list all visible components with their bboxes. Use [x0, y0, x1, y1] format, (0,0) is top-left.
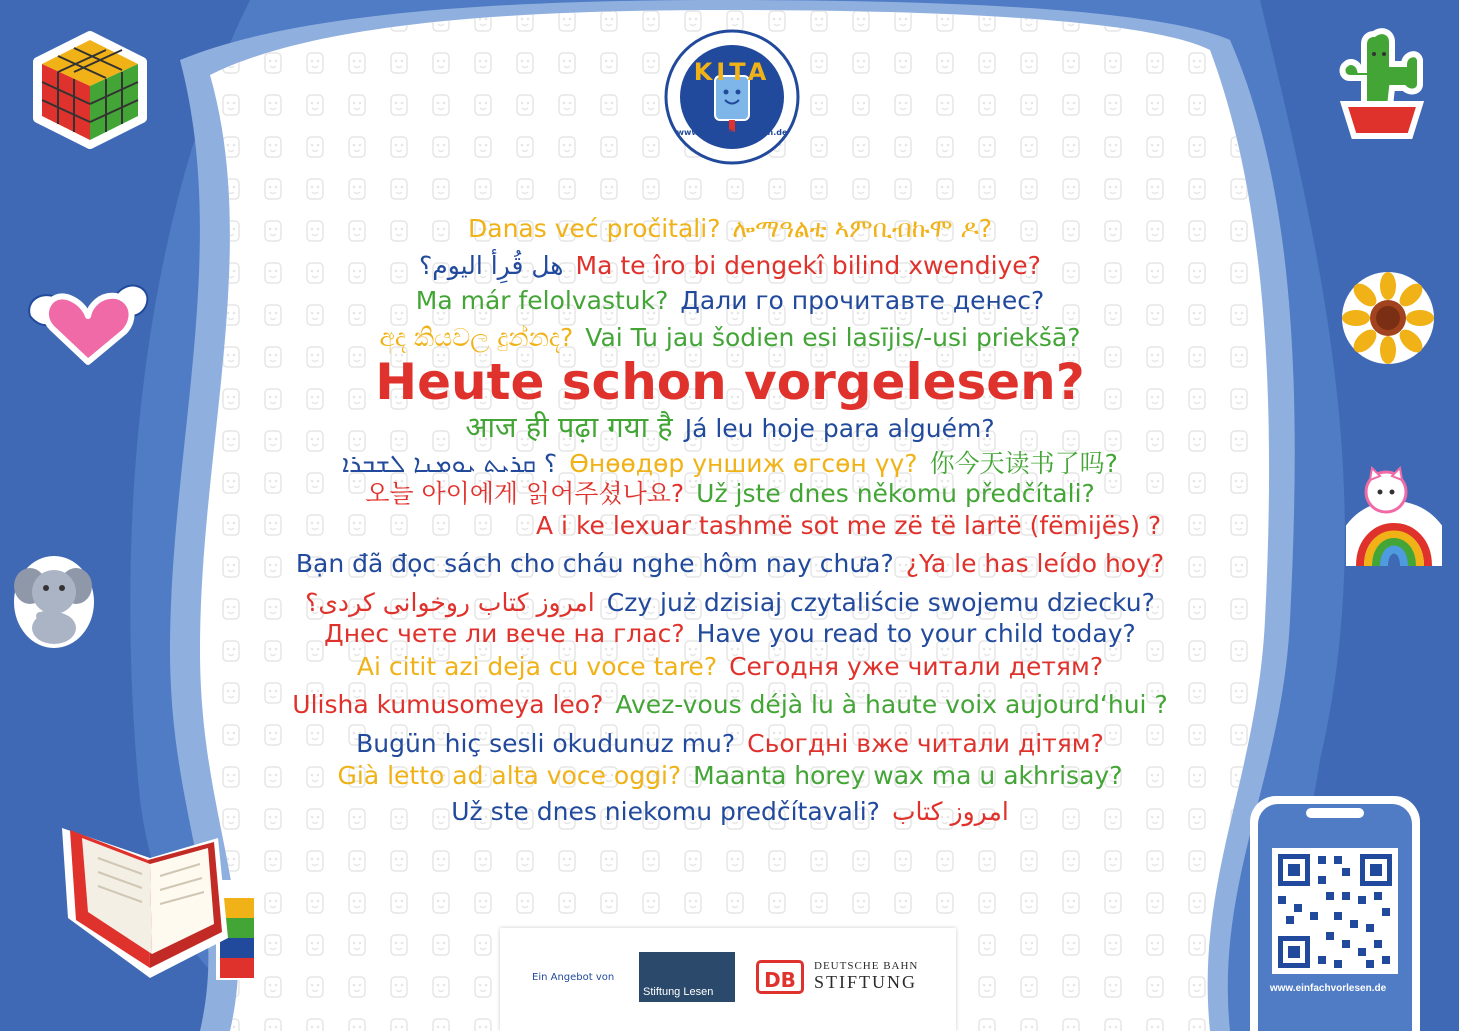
phrase: Днес чете ли вече на глас?: [324, 619, 685, 648]
stiftung-lesen-label: Stiftung Lesen: [643, 986, 714, 998]
phrase: Ma te îro bi dengekî bilind xwendiye?: [575, 251, 1041, 280]
sunflower-icon: [1340, 270, 1436, 366]
phrase: आज ही पढ़ा गया है: [465, 410, 673, 444]
phrase: Ai citit azi deja cu voce tare?: [356, 652, 718, 681]
phrase-line-14: [150, 690, 1310, 720]
phrase: Have you read to your child today?: [696, 619, 1136, 648]
winged-heart-icon: [22, 276, 154, 368]
phrase: ¿Ya le has leído hoy?: [905, 549, 1165, 578]
phrase: Už ste dnes niekomu predčítavali?: [451, 797, 880, 826]
phrase-line-13: [150, 652, 1310, 682]
phrase-line-7: [150, 449, 1310, 479]
phrase: Bạn đã đọc sách cho cháu nghe hôm nay chưa?: [295, 549, 894, 578]
phrase: Bugün hiç sesli okudunuz mu?: [356, 729, 736, 758]
phrase-line-3: [150, 286, 1310, 316]
phrase: A i ke lexuar tashmë sot me zë të lartë (fëmijës) ?: [536, 511, 1162, 540]
phrase: Já leu hoje para alguém?: [684, 414, 995, 443]
db-stiftung-name: [814, 960, 918, 993]
db-logo: DB: [756, 960, 804, 994]
phrase: ؟ ܩܪܝܬ ܝܘܡܢܐ ܠܫܒܪܐ: [342, 449, 558, 478]
sponsor-box: [500, 928, 956, 1031]
elephant-icon: [10, 552, 96, 652]
phrase-line-4: [150, 323, 1310, 353]
phrase-line-6: [150, 412, 1310, 444]
phrase-line-17: [150, 797, 1310, 827]
phrase: هل قُرِأ اليوم؟: [419, 251, 564, 280]
phrase: Дали го прочитавте денес?: [680, 286, 1045, 315]
phrase: අද කියවල දුන්නද?: [379, 323, 574, 352]
phrase-line-2: [150, 251, 1310, 281]
offer-label: Ein Angebot von: [532, 972, 615, 983]
phrase: 오늘 아이에게 읽어주셨나요?: [365, 479, 685, 508]
rubiks-cube-icon: [28, 28, 152, 152]
phrase: Czy już dzisiaj czytaliście swojemu dziecku?: [606, 588, 1155, 617]
phrase: Danas već pročitali?: [468, 214, 721, 243]
db-name-line2: STIFTUNG: [814, 972, 918, 992]
phrase-line-1: [150, 214, 1310, 244]
stiftung-lesen-logo: [639, 952, 735, 1002]
phrase: Сегодня уже читали детям?: [729, 652, 1104, 681]
phrase: امروز کتاب روخوانی کردی؟: [305, 588, 595, 617]
phrase-line-8: [150, 479, 1310, 509]
phrase-line-15: [150, 729, 1310, 759]
phrase: Ma már felolvastuk?: [415, 286, 669, 315]
phrase: Сьогдні вже читали дітям?: [747, 729, 1104, 758]
phrase: Già letto ad alta voce oggi?: [337, 761, 682, 790]
phrase: 你今天读书了吗?: [929, 449, 1118, 478]
phrase: Už jste dnes někomu předčítali?: [696, 479, 1095, 508]
phrase-line-9: [300, 511, 1300, 541]
phrase-line-16: [150, 761, 1310, 791]
phrase: Avez-vous déjà lu à haute voix aujourd‘hui ?: [615, 690, 1168, 719]
phrase: Maanta horey wax ma u akhrisay?: [693, 761, 1123, 790]
phrase: Vai Tu jau šodien esi lasījis/-usi priekšā?: [585, 323, 1081, 352]
phrase: Өнөөдөр уншиж өгсөн үү?: [569, 449, 918, 478]
open-books-icon: [58, 808, 258, 984]
phone-url[interactable]: www.einfachvorlesen.de: [1269, 983, 1387, 994]
kita-logo-url[interactable]: www.einfachvorlesen.de: [676, 128, 788, 137]
rainbow-cat-icon: [1346, 466, 1442, 582]
cactus-icon: [1334, 24, 1430, 140]
kita-logo-title: KITA: [693, 58, 771, 86]
phrase-line-11: [150, 588, 1310, 618]
db-name-line1: DEUTSCHE BAHN: [814, 960, 919, 972]
main-heading: Heute schon vorgelesen?: [375, 353, 1085, 411]
phrase-line-12: [150, 619, 1310, 649]
phrase: Ulisha kumusomeya leo?: [292, 690, 604, 719]
kita-logo-badge-icon: [663, 28, 801, 166]
phrase: ሎማዓልቲ ኣምቢብኩሞ ዶ?: [732, 214, 992, 243]
phrase: امروز کتاب: [891, 797, 1009, 826]
kita-logo: [663, 28, 801, 166]
phrase-line-10: [150, 549, 1310, 579]
qr-phone-icon: [1246, 792, 1424, 1031]
